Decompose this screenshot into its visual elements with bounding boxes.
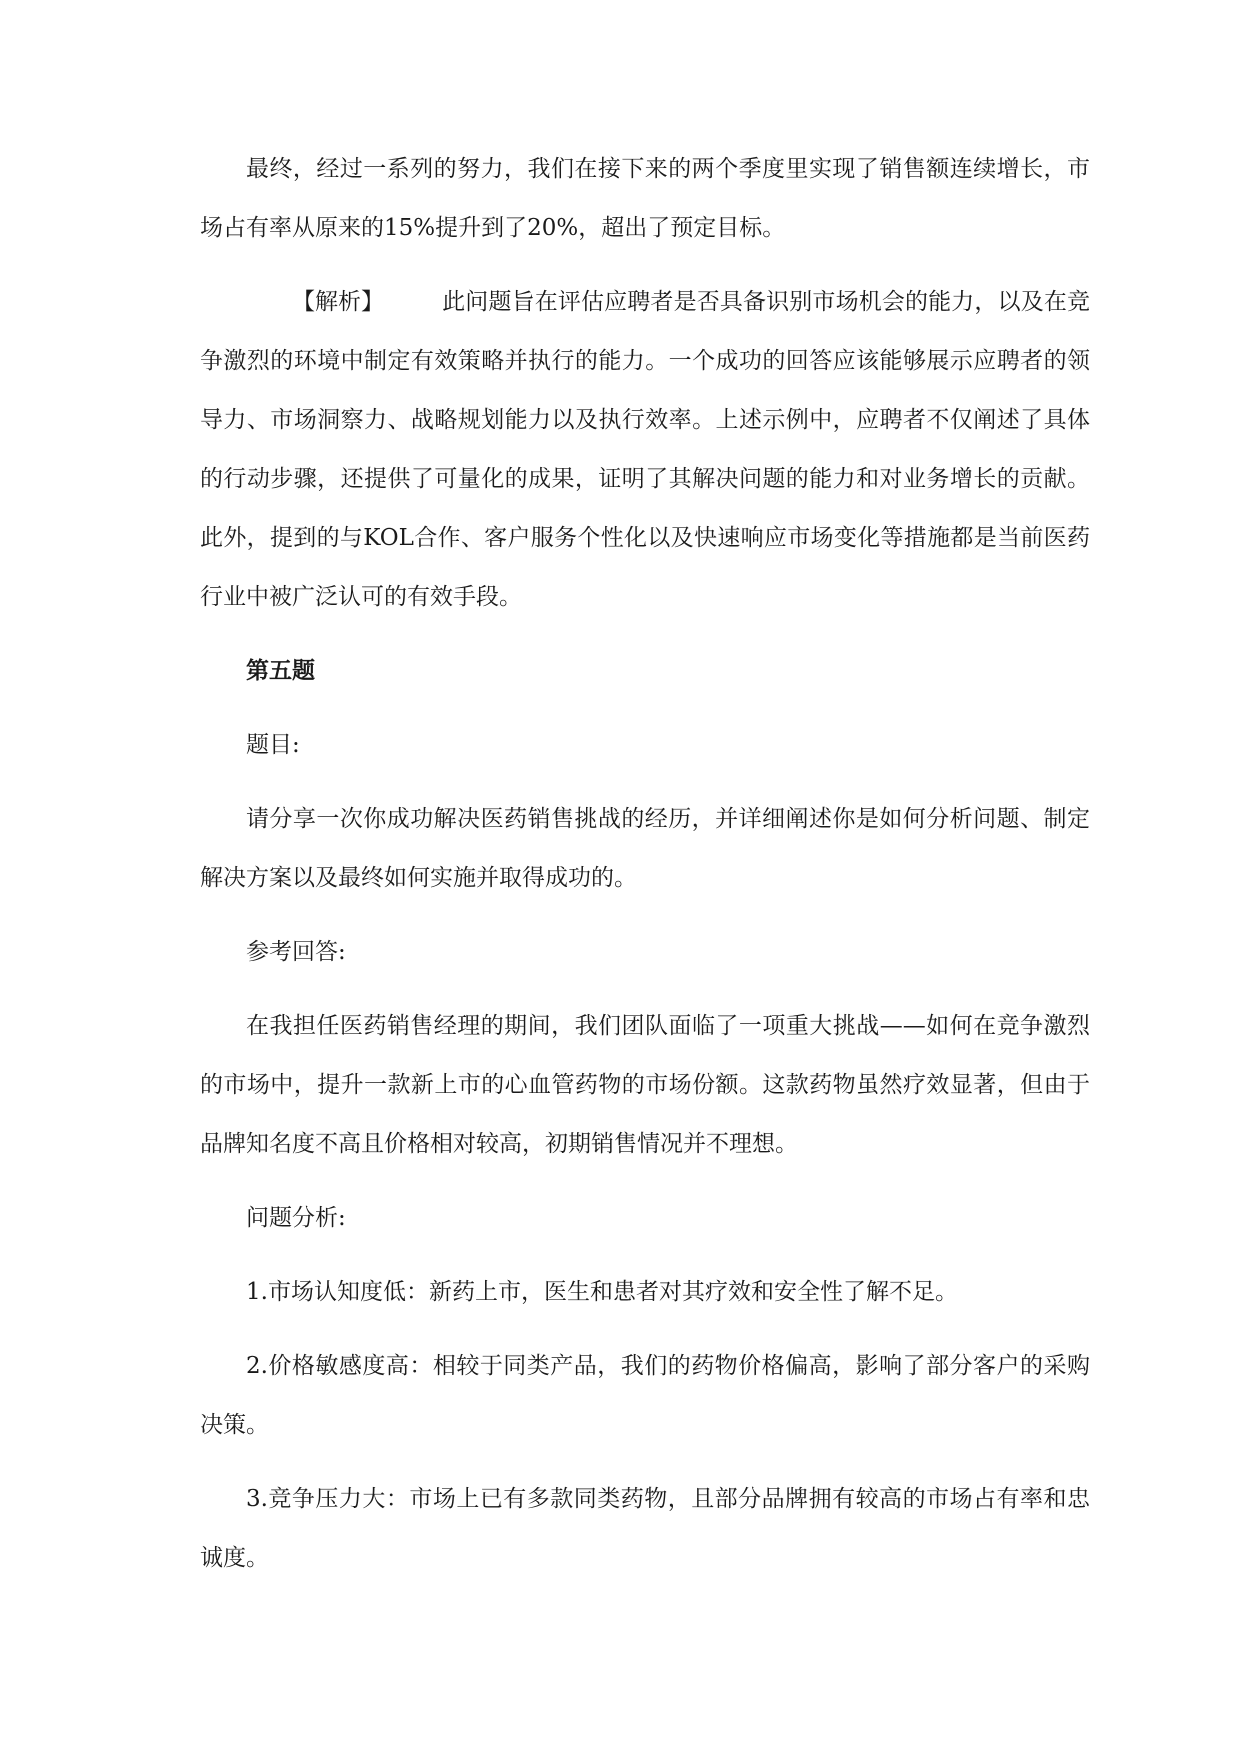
analysis-tag: 【解析】	[292, 289, 384, 315]
section-heading: 第五题	[246, 658, 315, 684]
document-body	[200, 140, 1090, 1603]
list-item: 2.价格敏感度高：相较于同类产品，我们的药物价格偏高，影响了部分客户的采购决策。	[200, 1353, 1090, 1438]
answer-text: 在我担任医药销售经理的期间，我们团队面临了一项重大挑战——如何在竞争激烈的市场中，提升一款新上市的心血管药物的市场份额。这款药物虽然疗效显著，但由于品牌知名度不高且价格相对较高，初期销售情况并不理想。	[200, 1013, 1090, 1157]
list-item: 3.竞争压力大：市场上已有多款同类药物，且部分品牌拥有较高的市场占有率和忠诚度。	[200, 1486, 1090, 1571]
question-label: 题目:	[246, 732, 300, 758]
analysis-text: 此问题旨在评估应聘者是否具备识别市场机会的能力，以及在竞争激烈的环境中制定有效策略并执行的能力。一个成功的回答应该能够展示应聘者的领导力、市场洞察力、战略规划能力以及执行效率。上述示例中，应聘者不仅阐述了具体的行动步骤，还提供了可量化的成果，证明了其解决问题的能力和对业务增长的贡献。此外，提到的与KOL合作、客户服务个性化以及快速响应市场变化等措施都是当前医药行业中被广泛认可的有效手段。	[200, 289, 1090, 610]
question-text: 请分享一次你成功解决医药销售挑战的经历，并详细阐述你是如何分析问题、制定解决方案以及最终如何实施并取得成功的。	[200, 806, 1090, 891]
problem-analysis-label: 问题分析:	[246, 1205, 346, 1231]
paragraph-result: 最终，经过一系列的努力，我们在接下来的两个季度里实现了销售额连续增长，市场占有率从原来的15%提升到了20%，超出了预定目标。	[200, 156, 1090, 241]
list-item: 1.市场认知度低：新药上市，医生和患者对其疗效和安全性了解不足。	[246, 1279, 958, 1305]
paragraph-analysis	[200, 273, 1090, 627]
answer-label: 参考回答:	[246, 939, 346, 965]
